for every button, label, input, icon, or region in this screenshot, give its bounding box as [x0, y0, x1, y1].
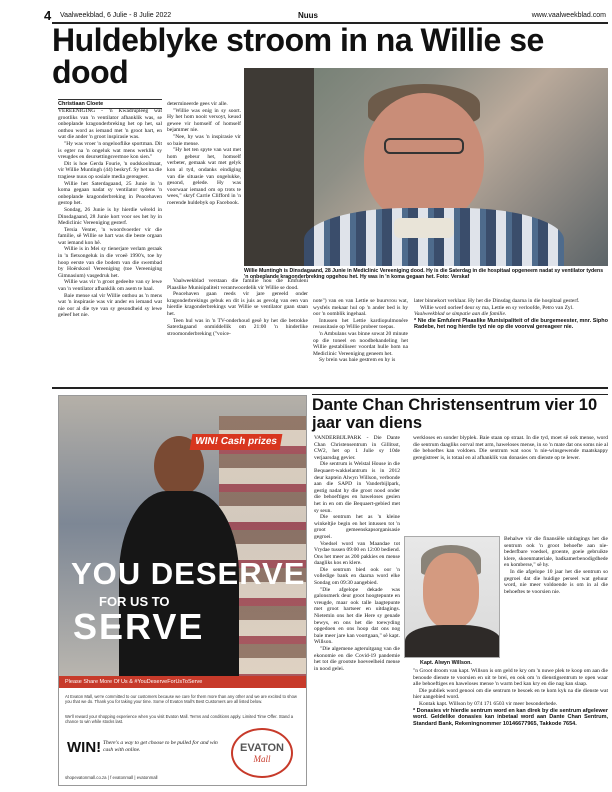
story2-column-2 — [413, 435, 608, 535]
paragraph: Vaalweekblad verstaan die familie hou die Emfuleni Plaaslike Munisipaliteit verantwoordelik vir Willie se dood. — [167, 278, 308, 291]
story1-column-2b — [167, 278, 308, 386]
ad-footer[interactable]: shopevatonmall.co.za | f evatonmall | evatonmall — [65, 775, 158, 780]
paragraph: determineerde gees vir alle. — [167, 101, 228, 107]
mall-suffix: Mall — [253, 754, 271, 764]
paragraph: 'n Ambulans was binne sowat 20 minute op die toneel en noodbehandeling het Willie gestabiliseer voordat hulle hom na Mediclinic Vereeniging geneem het. — [313, 330, 408, 357]
paragraph: Voedsel word van Maandae tot Vrydae tussen 09:00 en 12:00 bediend. Ons het meer as 200 pakkies en mense daagliks kos en klere. — [314, 540, 400, 567]
hashtag-bar: Please Share More Of Us & #YouDeserveForUsToServe — [59, 676, 307, 688]
fine-print: We'll reward your shopping experience when you visit Evaton Mall. Terms and conditions apply. Limited Time Offer. Stand a chance to win while stocks last. — [65, 714, 294, 724]
note: * Nie die Emfuleni Plaaslike Munisipaliteit of die burgemeester, mnr. Sipho Radebe, het nog hierdie tyd nie op die voorval gereageer nie. — [414, 317, 608, 331]
paper-date: Vaalweekblad, 6 Julie - 8 Julie 2022 — [60, 12, 172, 19]
section-label: Nuus — [298, 11, 318, 20]
paragraph: note") van en van Lettie se buurvrou wat, wysfels mekaar hul op 'n ander bed is hy oor 'n oomblik ingehaal. — [313, 298, 408, 318]
paragraph: Behalwe vir die finansiële uitdagings het die sentrum ook 'n groot behoefte aan nie-bederfbare voedsel, groente, goeie gebruikte klere, skoenmateriale, badkamerbenodigdhede en komberse," sê hy. — [504, 536, 608, 569]
divider — [52, 387, 608, 389]
paragraph: Die sentrum bied ook oor 'n volledige bank en daarna word elke Sondag om 09:30 aangebied. — [314, 566, 400, 587]
story1-column-3 — [313, 298, 408, 386]
paragraph: In die afgelope 10 jaar het die sentrum so gegroei dat die huidige perseel wat gehuur word, nie meer voldoende is om in al die behoeftes te voorsien nie. — [504, 568, 608, 595]
glasses-icon — [384, 138, 464, 154]
paragraph: "Hy het ten spyte van wat met hom gebeur het, homself verbeter, gemaak wat met gelyk kon al tyd, ondanks eindiging van die situasie van ongelukke, gesond, gelede. Hy was voorwaar iemand om op trots te wees," skryf Carrie Clifford in 'n roerende huldebyk op Facebook. — [167, 147, 241, 206]
paragraph: Die publiek word genooi om die sentrum te besoek en te kom kyk na die dienste wat hier aangebied word. — [413, 687, 608, 701]
paragraph: werkloses en sonder blyplek. Baie staan op straat. In die tyd, moet sê ook mense, word die sentrum daagliks oorval met arm, haweloses mense, in so 'n mate dat ons soms nie al die behoeftes kan voldoen. Die sentrum wat soos 'n nie-winsgewende maatskappy geregistreer is, is totaal en al afhanklik van donasies om dienste op te lewer. — [413, 435, 608, 461]
story2-column-2-side — [504, 536, 608, 666]
paragraph: VEREENIGING - 'n Kwadrupleeg wat grootliks van 'n ventilator afhanklik was, se onbeplande kragonderbreking het op het, sal onthou word as iemand met 'n groot hart, en wat die ander 'n groot inspirasie was. — [58, 108, 162, 141]
photo-willie-muntingh — [244, 68, 608, 266]
photo-alwyn-willson — [404, 536, 500, 658]
win-label: WIN! — [67, 739, 102, 756]
note: * Donasies vir hierdie sentrum word en kan direk by die sentrum afgelewer word. Geldelike donasies kan inbetaal word aan Dante Chan Sentrum, Standard Bank, Rekeningnommer 10146677965, Takkode 7654. — [413, 707, 608, 727]
paragraph: "Die afgelope dekade was galonsmerk deur groot hoogtepunte en vreugde, maar ook talle laagtepunte met groot hartseer en uitdagings. Nietemin ons het die Here sy genade bewys, en ons het die toewyding opgedoen en ons hoop dat ons nog baie meer jare kan voortgaan," sê kapt. Willson. — [314, 586, 400, 646]
story1-column-4 — [414, 298, 608, 386]
paragraph: Teen hul was in 'n TV-onderhoud gesê hy het die betrokke Saterdagaand onmiddellik om 21:00 'n hinderlike stroomonderbreking ("voice- — [167, 317, 308, 337]
paragraph: Sondag, 26 Junie is hy hierdie wêreld in Dinsdagaand, 28 Junie kort voor ses het hy in Mediclinic Vereeniging gesterf. — [58, 206, 162, 227]
slogan-line-2: FOR US TO — [99, 594, 170, 609]
page-number: 4 — [44, 8, 52, 23]
paragraph: Tersia Venter, 'n woordvoerder vir die familie, sê Willie se hart was die beste orgaan wat iemand kon hê. — [58, 226, 162, 246]
paragraph: "Nee, hy was 'n inspirasie vir so baie mense. — [167, 133, 241, 147]
paragraph: later binnekort verklaar. Hy het die Dinsdag daarna in die hospitaal gesterf. — [414, 298, 580, 304]
slogan-line-1: YOU DESERVE — [71, 556, 306, 591]
paragraph: Peacehaven gaan reeds vir jare gereeld onder kragonderbrekings gebuk en dit is juis as gevolg van een van hierdie kragonderbrekings wat Willie se ventilator gaan staan het. — [167, 291, 308, 317]
paragraph: Sy brein was baie gestrem en hy is — [319, 357, 396, 364]
story2-column-1 — [314, 435, 400, 787]
paragraph: Willie was vir 'n groot gedeelte van sy lewe van 'n ventilator afhanklik om asem te haal. — [58, 279, 162, 293]
paragraph: "Die algemene agteruitgang van die ekonomie en die Covid-19 pandemie het tot die grootste hoeveelheid mense in nood gelei. — [314, 646, 400, 672]
paragraph: "n Groot droom van kapt. Willson is om geld te kry om 'n nuwe plek te koop om aan die benoude dienste te voorsien en uit te brei, en ook om 'n dienstigsentrum te open waar alle behoeftiges en haweloses mense 'n warm bed kan kry en die nag kan slaap. — [413, 668, 608, 688]
fine-print: At Evaton Mall, we're committed to our customers because we care for them more than any other and we are excited to show you that we do. Thank you for taking your time. Some of Evaton Mall's Best Customers are all listed below. — [65, 694, 297, 704]
photo-caption: Willie Muntingh is Dinsdagaand, 28 Junie in Mediclinic Vereeniging dood. Hy is die Saterdag in die hospitaal opgeneem nadat sy ventilator tydens 'n onbeplande kragonderbreking opgehou het. Hy was in 'n koma gegaan het. Foto: Verskaf — [244, 268, 604, 281]
paragraph: Intussen het Lettie kardiopulmonêre resussitasie op Willie probeer toepas. — [313, 317, 408, 331]
advertisement[interactable] — [58, 395, 307, 786]
paragraph: Vaalweekblad se simpatie aan die familie. — [414, 311, 507, 318]
headline-main: Huldeblyke stroom in na Willie se dood — [52, 22, 544, 90]
website-link[interactable]: www.vaalweekblad.com — [531, 12, 606, 19]
win-text: There's a way to get choose to be pulled for and win cash with online. — [103, 740, 218, 753]
byline: Christiaan Cloete — [58, 99, 162, 109]
paragraph: Kontak kapt. Willson by 074 171 6503 vir meer besonderhede. — [419, 700, 558, 707]
paragraph: Willie het Saterdagaand, 25 Junie in 'n koma gegaan nadat sy ventilator tydens 'n onbeplande kragonderbreking in Peacehaven gestop het. — [58, 180, 162, 207]
paragraph: Die sentrum het as 'n kleine winkeltjie begin en het intussen tot 'n groot gemeenskapsorganisasie gegroei. — [314, 514, 400, 540]
story1-column-1 — [58, 108, 162, 386]
story1-column-2 — [167, 101, 241, 275]
story2-column-2-bottom — [413, 668, 608, 788]
paragraph: Willie word oorleef deur sy ma, Lettie en sy verloofde, Petro van Zyl. — [420, 304, 574, 311]
paragraph: "Hy was vroer 'n ongelooflike sportman. Dit is egter na 'n ongeluk wat mens werklik sy vreugdes en deursettingsvermoe kon sien." — [58, 140, 162, 161]
paragraph: VANDERBIJLPARK - Die Dante Chan Christensentrum in Gillitsst, CW2, het op 1 Julie sy 10de verjaarsdag gevier. — [314, 435, 400, 461]
paragraph: Baie mense sal vir Willie onthou as 'n mens wat 'n inspirasie was vir ander en iemand wat nie oor al die tye van sy gesondheid sy lewe geleef het nie. — [58, 292, 162, 319]
photo-caption: Kapt. Alwyn Willson. — [420, 660, 472, 666]
mall-name: EVATON — [239, 742, 284, 754]
paragraph: Willie is in Mei sy tienerjare verlam geraak in 'n fietsongeluk in die vroeë 1990's, toe hy hoop eerste van die bodem van die swembad by Hoërskool Vereeniging (toe Vereeniging Gimnasium) vasgedruk het. — [58, 246, 162, 279]
paragraph: Dit is hoe Gerda Fourie, 'n oudskoolmaat, vir Willie Muntingh (44) beskryf. Sy het na die tragiese nuus op sosiale media gereageer. — [58, 160, 162, 180]
slogan-line-3: SERVE — [73, 606, 205, 647]
paragraph: Die sentrum is Welstal House in die Bequaert-wakkelantrum is in 2012 deur kaptein Alwyn Willson, verbonde aan die SAPD in Vanderbijlpark, gestig nadat hy die groot nood onder die behoeftiges en haweloses gesien het in en om die Bequaert-gebied met sy seun. — [314, 461, 400, 514]
prize-banner: WIN! Cash prizes — [190, 434, 283, 450]
evaton-mall-logo — [231, 728, 293, 778]
headline-story2: Dante Chan Christensentrum vier 10 jaar van diens — [312, 394, 608, 432]
paragraph: "Willie was enig in sy soort. Hy het hom nooit versoyt, keusd gewee vir homself of homself bejammer nie. — [167, 107, 241, 134]
